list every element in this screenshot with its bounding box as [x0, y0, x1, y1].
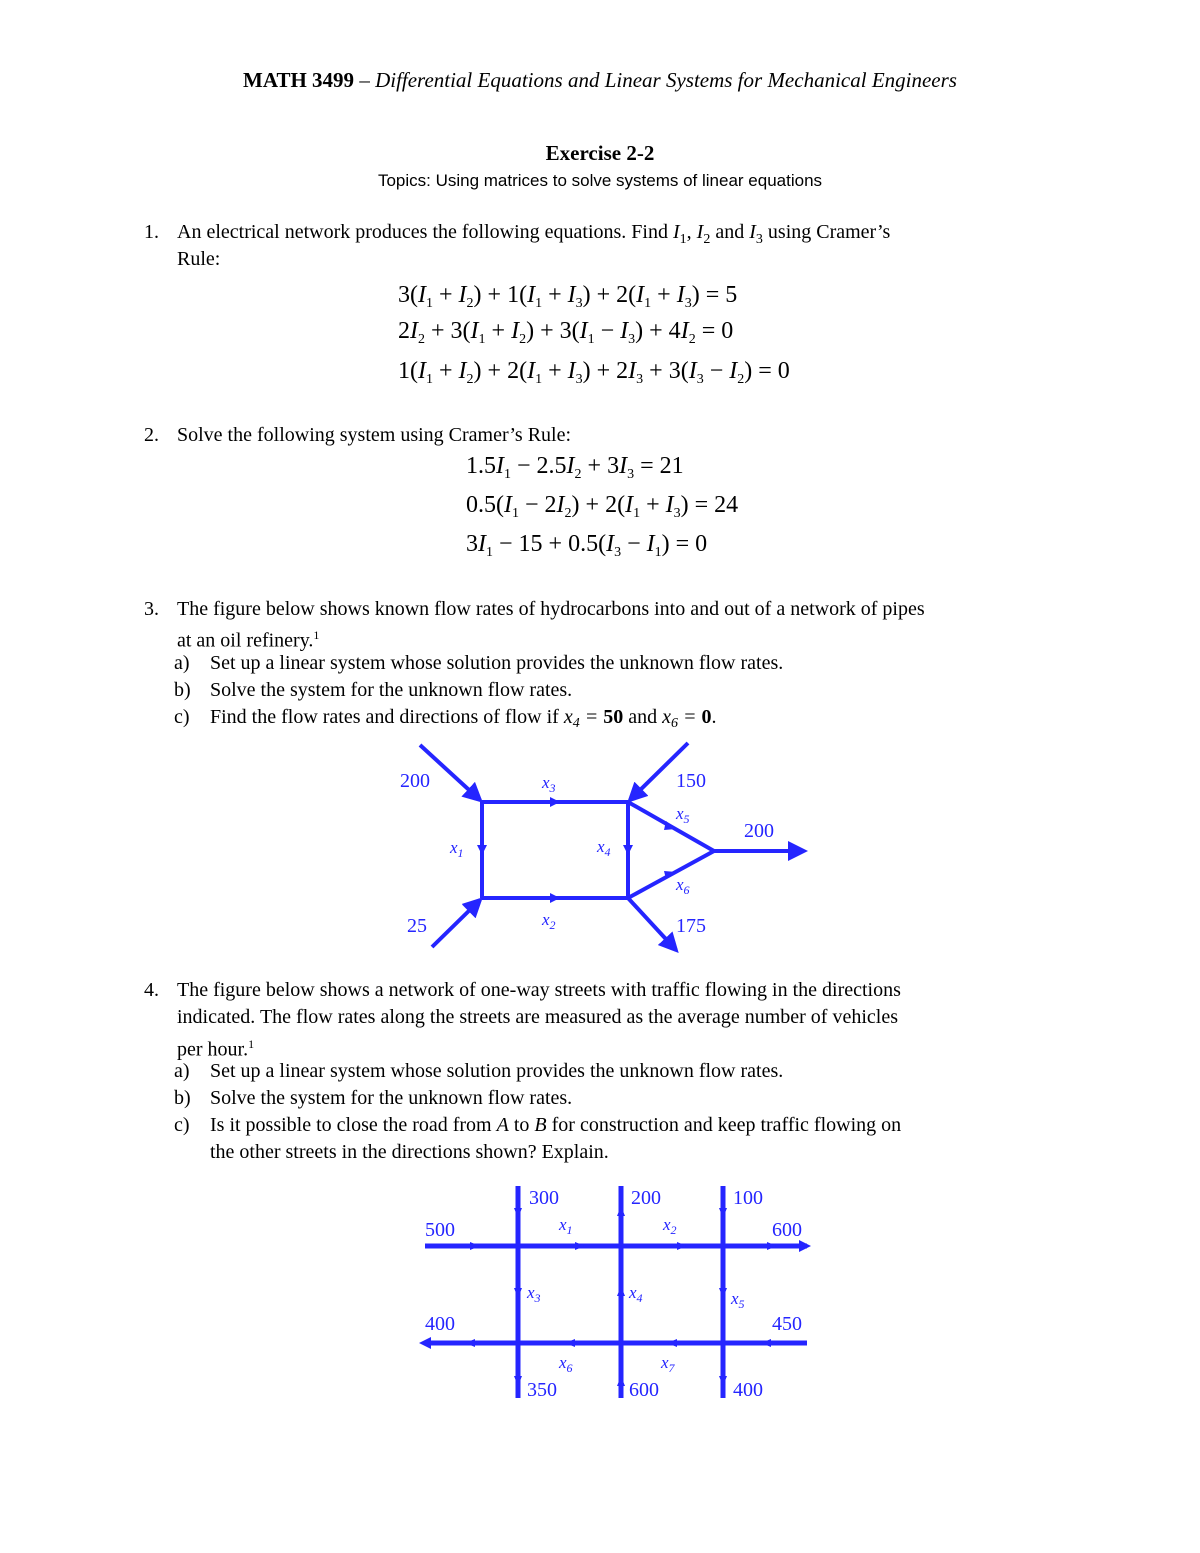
q4-item-c-text-c: the other streets in the directions shown? Explain.: [210, 1141, 609, 1163]
q1-vars-a: $I_1$, $I_2$: [673, 221, 711, 247]
q3-joiner: and: [628, 706, 658, 728]
q4-item-c-line1: [210, 1112, 901, 1138]
q3-item-a-label: a): [174, 652, 190, 674]
course-name: Differential Equations and Linear Systems for Mechanical Engineers: [375, 68, 957, 92]
top-right-segment-arrow-icon: [767, 1242, 777, 1250]
course-dash: –: [359, 68, 370, 92]
q1-equation-2: $2I_2 + 3(I_1 + I_2) + 3(I_1 - I_3) + 4I_2 = 0$: [398, 318, 734, 347]
q3-line2-text: at an oil refinery.: [177, 629, 314, 652]
q4-line3-text: per hour.: [177, 1038, 249, 1061]
q4-item-c-text-b: for construction and keep traffic flowing on: [551, 1114, 902, 1136]
x5-arrow-icon: [664, 821, 676, 830]
v1-top-arrow-icon: [514, 1208, 522, 1218]
q1-equation-1: $3(I_1 + I_2) + 1(I_1 + I_3) + 2(I_1 + I_3) = 5$: [398, 282, 738, 311]
x3-arrow-icon: [550, 797, 560, 807]
x2-arrow-icon: [677, 1242, 687, 1250]
q1-text-a: An electrical network produces the following equations. Find: [177, 221, 668, 243]
q4-number: 4.: [144, 979, 159, 1001]
q4-to: to: [513, 1114, 530, 1136]
pipe-network-figure: [370, 735, 830, 960]
q1-number: 1.: [144, 221, 159, 243]
v3-bottom-arrow-icon: [719, 1376, 727, 1386]
pipe-label-200-in: 200: [400, 770, 430, 792]
x1-arrow-icon: [575, 1242, 585, 1250]
inflow-bottom-left-pipe: [432, 900, 480, 947]
street-label-100: 100: [733, 1187, 763, 1209]
street-label-500: 500: [425, 1219, 455, 1241]
v1-bottom-arrow-icon: [514, 1376, 522, 1386]
pipe-var-x5: $x_5$: [676, 804, 690, 826]
q2-text: Solve the following system using Cramer’s Rule:: [177, 424, 572, 446]
exercise-title: Exercise 2-2: [545, 141, 655, 165]
exercise-topics: Topics: Using matrices to solve systems of linear equations: [377, 171, 823, 190]
x3-arrow-icon: [514, 1288, 522, 1298]
pipe-var-x1: $x_1$: [450, 838, 464, 860]
bottom-right-segment-arrow-icon: [761, 1339, 771, 1347]
course-title: [0, 68, 1200, 93]
pipe-var-x3: $x_3$: [542, 773, 556, 795]
q4-item-b-text: Solve the system for the unknown flow rates.: [210, 1087, 573, 1109]
bottom-left-arrow-icon: [419, 1337, 431, 1349]
x4-arrow-icon: [623, 845, 633, 855]
q4-item-a-text: Set up a linear system whose solution provides the unknown flow rates.: [210, 1060, 784, 1082]
pipe-label-25-in: 25: [407, 915, 427, 937]
pipe-label-175-out: 175: [676, 915, 706, 937]
pipe-var-x6: $x_6$: [676, 875, 690, 897]
q3-item-c-label: c): [174, 706, 190, 728]
pipe-label-200-out: 200: [744, 820, 774, 842]
q1-var-i3: $I_3$: [749, 221, 763, 247]
v2-bottom-arrow-icon: [617, 1376, 625, 1386]
street-var-x7: $x_7$: [661, 1353, 675, 1375]
x2-arrow-icon: [550, 893, 560, 903]
q3-line2: [177, 622, 319, 654]
street-var-x2: $x_2$: [663, 1215, 677, 1237]
q4-line2: indicated. The flow rates along the streets are measured as the average number of vehicles: [177, 1006, 898, 1028]
q2-equation-3: $3I_1 - 15 + 0.5(I_3 - I_1) = 0$: [466, 531, 708, 560]
street-label-300: 300: [529, 1187, 559, 1209]
q3-cond2: $x_6 = 0$: [662, 706, 712, 731]
q4-footnote-mark: 1: [248, 1037, 255, 1051]
q3-item-b-label: b): [174, 679, 191, 701]
q3-footnote-mark: 1: [313, 628, 320, 642]
q3-item-b-text: Solve the system for the unknown flow rates.: [210, 679, 573, 701]
x7-arrow-icon: [667, 1339, 677, 1347]
street-label-600-right: 600: [772, 1219, 802, 1241]
q2-number: 2.: [144, 424, 159, 446]
x5-arrow-icon: [719, 1288, 727, 1298]
bottom-left-segment-arrow-icon: [465, 1339, 475, 1347]
street-label-450: 450: [772, 1313, 802, 1335]
street-label-600-bottom: 600: [629, 1379, 659, 1401]
q4-point-a: A: [496, 1114, 509, 1136]
street-var-x1: $x_1$: [559, 1215, 573, 1237]
q1-equation-3: $1(I_1 + I_2) + 2(I_1 + I_3) + 2I_3 + 3(I_3 - I_2) = 0$: [398, 358, 790, 387]
q2-equation-1: $1.5I_1 - 2.5I_2 + 3I_3 = 21$: [466, 453, 684, 482]
top-right-arrow-icon: [799, 1240, 811, 1252]
x6-arrow-icon: [565, 1339, 575, 1347]
x4-arrow-icon: [617, 1286, 625, 1296]
q4-point-b: B: [534, 1114, 547, 1136]
q3-end: .: [711, 706, 717, 728]
q4-item-a-label: a): [174, 1060, 190, 1082]
q3-item-a-text: Set up a linear system whose solution provides the unknown flow rates.: [210, 652, 784, 674]
course-code: MATH 3499: [243, 68, 355, 92]
street-var-x4: $x_4$: [629, 1283, 643, 1305]
q3-item-c: [210, 704, 716, 737]
q1-text-d: Rule:: [177, 248, 221, 270]
q4-item-c-text-a: Is it possible to close the road from: [210, 1114, 492, 1136]
q4-item-c-label: c): [174, 1114, 190, 1136]
street-label-400-left: 400: [425, 1313, 455, 1335]
street-label-400-bottom: 400: [733, 1379, 763, 1401]
pipe-var-x4: $x_4$: [597, 837, 611, 859]
q4-item-b-label: b): [174, 1087, 191, 1109]
street-var-x6: $x_6$: [559, 1353, 573, 1375]
q3-number: 3.: [144, 598, 159, 620]
street-network-figure: [415, 1180, 815, 1405]
v3-top-arrow-icon: [719, 1208, 727, 1218]
x1-arrow-icon: [477, 845, 487, 855]
street-var-x5: $x_5$: [731, 1289, 745, 1311]
q1-text-b: and: [715, 221, 745, 243]
v2-top-arrow-icon: [617, 1206, 625, 1216]
street-var-x3: $x_3$: [527, 1283, 541, 1305]
pipe-label-150-in: 150: [676, 770, 706, 792]
outflow-bottom-right-pipe: [628, 898, 676, 950]
street-label-350: 350: [527, 1379, 557, 1401]
q3-item-c-text: Find the flow rates and directions of flow if: [210, 706, 559, 728]
pipe-var-x2: $x_2$: [542, 910, 556, 932]
q4-line1: The figure below shows a network of one-way streets with traffic flowing in the directions: [177, 979, 901, 1001]
q3-line1: The figure below shows known flow rates of hydrocarbons into and out of a network of pipes: [177, 598, 925, 620]
q1-text-line1: [177, 219, 890, 253]
q2-equation-2: $0.5(I_1 - 2I_2) + 2(I_1 + I_3) = 24$: [466, 492, 739, 521]
top-left-segment-arrow-icon: [470, 1242, 480, 1250]
q3-cond1: $x_4 = 50$: [563, 706, 624, 731]
street-label-200: 200: [631, 1187, 661, 1209]
q1-text-c: using Cramer’s: [767, 221, 891, 243]
